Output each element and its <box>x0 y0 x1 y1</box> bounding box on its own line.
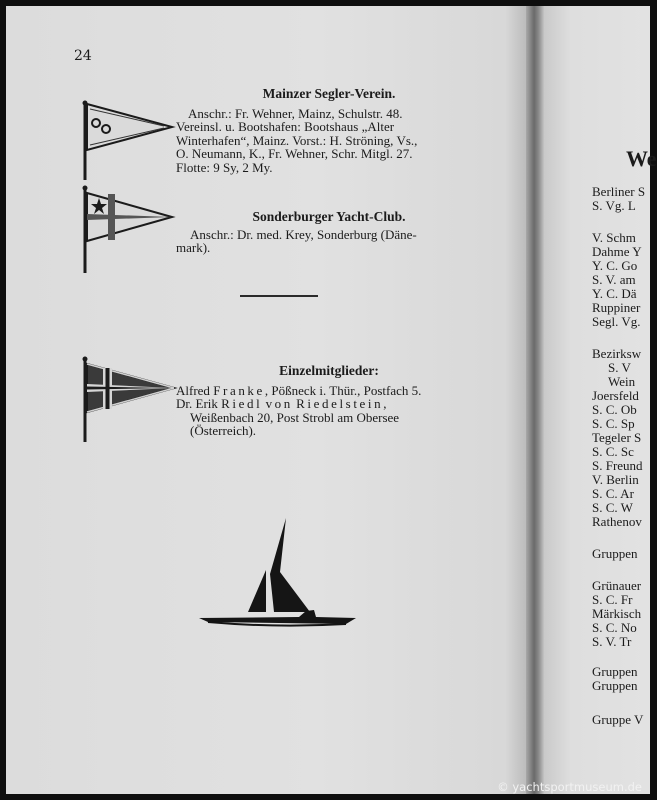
right-line: Wein <box>608 374 636 389</box>
right-line: S. C. Ar <box>592 486 634 501</box>
right-line: S. C. Sp <box>592 416 635 431</box>
einzelmitglieder-pennant-icon <box>76 356 176 446</box>
right-line: V. Schm <box>592 230 636 245</box>
text-line-franke: Alfred Franke, Pößneck i. Thür., Postfach 5. <box>176 383 422 398</box>
left-page <box>6 6 526 794</box>
right-line: Gruppen <box>592 664 638 679</box>
section-heading-einzelmitglieder: Einzelmitglieder: <box>279 363 379 378</box>
mainzer-pennant-icon <box>76 100 176 184</box>
right-line: S. Freund <box>592 458 643 473</box>
right-line: S. C. W <box>592 500 633 515</box>
text-line: O. Neumann, K., Fr. Wehner, Schr. Mitgl. 27. <box>176 146 413 162</box>
text-line: Anschr.: Dr. med. Krey, Sonderburg (Däne- <box>190 227 417 242</box>
spaced-name: Franke <box>213 383 265 398</box>
spaced-name: von <box>265 396 293 412</box>
section-text-mainzer <box>176 107 476 174</box>
right-line: Gruppe V <box>592 712 644 727</box>
right-line: Gruppen <box>592 546 638 561</box>
text-line-riedl: Dr. Erik Riedl von Riedelstein, <box>176 396 387 412</box>
right-line: S. C. Sc <box>592 444 634 459</box>
section-text-einzelmitglieder <box>176 384 478 438</box>
section-heading-sonderburger: Sonderburger Yacht-Club. <box>252 209 406 224</box>
watermark: © yachtsportmuseum.de <box>497 780 642 794</box>
right-line: Ruppiner <box>592 300 641 315</box>
right-line: Y. C. Go <box>592 258 638 273</box>
text-line: Winterhafen“, Mainz. Vorst.: H. Ströning, Vs., <box>176 132 418 148</box>
text-line: Anschr.: Fr. Wehner, Mainz, Schulstr. 48. <box>188 106 403 121</box>
right-line: S. V <box>608 360 631 375</box>
right-line: Y. C. Dä <box>592 286 637 301</box>
right-line: Tegeler S <box>592 430 642 445</box>
section-text-sonderburger <box>176 228 476 255</box>
right-line: Rathenov <box>592 514 642 529</box>
book-gutter <box>526 6 544 794</box>
right-line: V. Berlin <box>592 472 639 487</box>
right-line: Grünauer <box>592 578 642 593</box>
right-page <box>544 6 657 794</box>
right-line: Märkisch <box>592 606 642 621</box>
right-line: Joersfeld <box>592 388 639 403</box>
page-number: 24 <box>74 48 92 64</box>
text-line: (Österreich). <box>190 423 257 439</box>
section-heading-mainzer: Mainzer Segler-Verein. <box>262 86 396 101</box>
sailboat-illustration-icon <box>196 514 366 634</box>
right-line: Gruppen <box>592 678 638 693</box>
right-line: Segl. Vg. <box>592 314 641 329</box>
right-line: S. C. Fr <box>592 592 633 607</box>
right-line: S. C. No <box>592 620 637 635</box>
right-line: S. V. am <box>592 272 636 287</box>
right-line: S. Vg. L <box>592 198 636 213</box>
spaced-name: Riedl <box>221 396 263 412</box>
text-line: Flotte: 9 Sy, 2 My. <box>176 159 273 175</box>
spaced-name: Riedelstein <box>296 396 384 412</box>
text-line: mark). <box>176 240 211 256</box>
right-line: S. V. Tr <box>592 634 632 649</box>
sonderburger-pennant-icon <box>76 185 176 275</box>
right-line: Dahme Y <box>592 244 642 259</box>
right-line: Bezirksw <box>592 346 642 361</box>
right-line: Berliner S <box>592 184 646 199</box>
right-line: S. C. Ob <box>592 402 637 417</box>
text-line: Weißenbach 20, Post Strobl am Obersee <box>190 409 400 425</box>
right-page-heading: We <box>626 146 657 171</box>
section-divider <box>240 295 318 297</box>
text-line: Vereinsl. u. Bootshafen: Bootshaus „Alter <box>176 119 395 135</box>
